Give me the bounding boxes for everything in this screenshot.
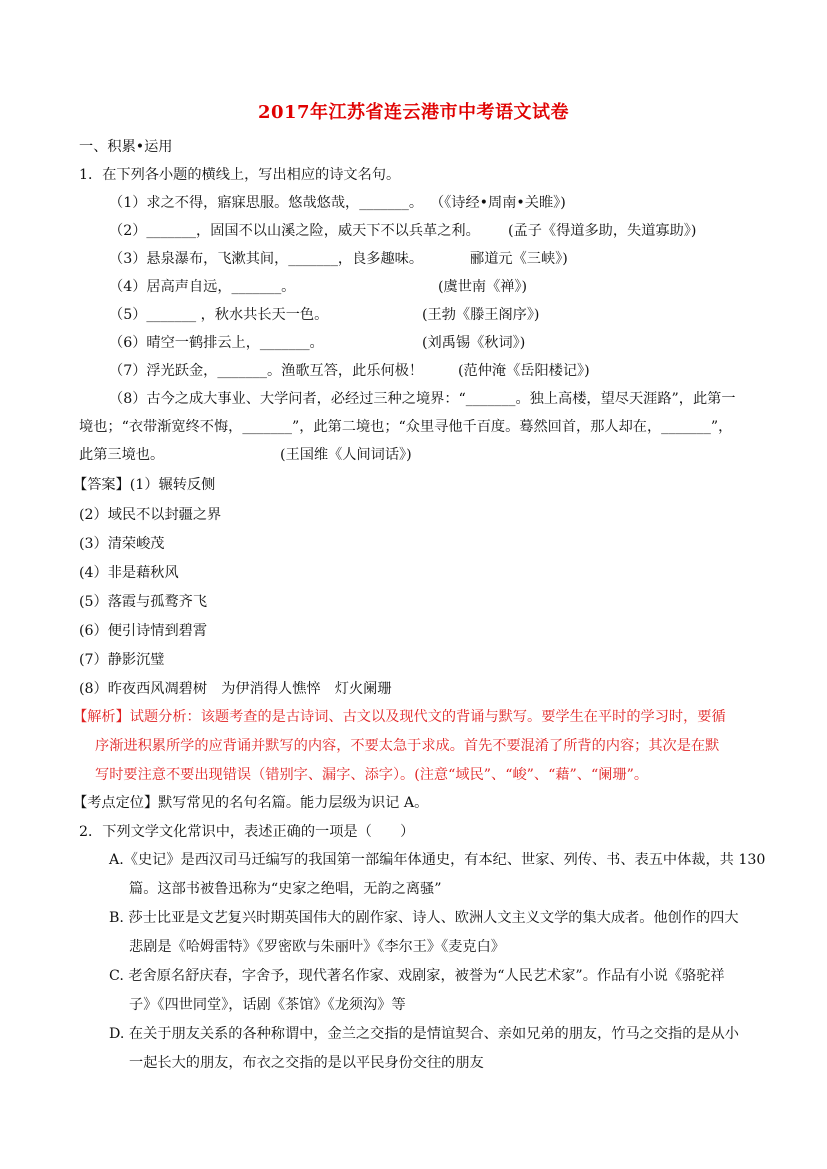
answer-line-5: (5）落霞与孤鹜齐飞 bbox=[79, 594, 208, 610]
answer-line-2: (2）域民不以封疆之界 bbox=[79, 507, 222, 523]
q1-item-4-source: (虞世南《禅》) bbox=[438, 279, 528, 295]
analysis-line-2: 序渐进积累所学的应背诵并默写的内容，不要太急于求成。首先不要混淆了所背的内容；其次是在默 bbox=[95, 738, 720, 754]
q2-option-a-line2: 篇。这部书被鲁迅称为“史家之绝唱，无韵之离骚” bbox=[129, 881, 442, 897]
q1-item-8-source: (王国维《人间词话》) bbox=[280, 447, 412, 463]
answer-line-8: (8）昨夜西风凋碧树 为伊消得人憔悴 灯火阑珊 bbox=[79, 681, 392, 697]
knowledge-point: 【考点定位】默写常见的名句名篇。能力层级为识记 A。 bbox=[73, 795, 429, 811]
q1-item-7: （7）浮光跃金，_______。渔歌互答，此乐何极！ bbox=[109, 363, 424, 379]
answer-line-6: (6）便引诗情到碧霄 bbox=[79, 623, 208, 639]
q1-item-6-source: (刘禹锡《秋词》) bbox=[422, 335, 526, 351]
q1-item-8-line2: 境也；“衣带渐宽终不悔，_______”，此第二境也；“众里寻他千百度。蓦然回首，那人却在，_______”， bbox=[79, 419, 733, 435]
question-1-stem: 1．在下列各小题的横线上，写出相应的诗文名句。 bbox=[79, 167, 401, 183]
q2-option-c-line1: C. 老舍原名舒庆春，字舍予，现代著名作家、戏剧家，被誉为“人民艺术家”。作品有小说《骆驼祥 bbox=[109, 968, 725, 984]
q1-item-4: （4）居高声自远，_______。 bbox=[109, 279, 296, 295]
section-heading: 一、积累•运用 bbox=[79, 139, 173, 155]
answer-line-3: (3）清荣峻茂 bbox=[79, 536, 165, 552]
q1-item-2-source: (孟子《得道多助，失道寡助》) bbox=[508, 223, 697, 239]
q1-item-8-line3: 此第三境也。 bbox=[79, 447, 165, 463]
q1-item-1: （1）求之不得，寤寐思服。悠哉悠哉，_______。 bbox=[109, 195, 424, 211]
q2-option-d-line2: 一起长大的朋友，布衣之交指的是以平民身份交往的朋友 bbox=[129, 1055, 484, 1071]
q1-item-1-source: （《诗经•周南•关睢》) bbox=[430, 195, 566, 211]
analysis-label: 【解析】 bbox=[73, 709, 130, 725]
q2-option-d-line1: D. 在关于朋友关系的各种称谓中，金兰之交指的是情谊契合、亲如兄弟的朋友，竹马之交指的是从小 bbox=[109, 1026, 739, 1042]
q1-item-5: （5）_______ ，秋水共长天一色。 bbox=[109, 307, 329, 323]
page-title: 2017年江苏省连云港市中考语文试卷 bbox=[257, 102, 570, 123]
analysis-text-1: 试题分析：该题考查的是古诗词、古文以及现代文的背诵与默写。要学生在平时的学习时，要循 bbox=[129, 709, 726, 725]
q1-item-3-source: 郦道元《三峡》) bbox=[470, 251, 568, 267]
question-2-stem: 2．下列文学文化常识中，表述正确的一项是（ ） bbox=[79, 824, 415, 840]
q1-item-7-source: (范仲淹《岳阳楼记》) bbox=[458, 363, 590, 379]
answer-block-first bbox=[73, 475, 215, 495]
answer-line-4: (4）非是藉秋风 bbox=[79, 565, 179, 581]
analysis-line-1 bbox=[73, 707, 726, 727]
answer-label: 【答案】 bbox=[73, 477, 130, 493]
q1-item-6: （6）晴空一鹤排云上，_______。 bbox=[109, 335, 324, 351]
answer-line-1: (1）辗转反侧 bbox=[129, 477, 216, 493]
q2-option-b-line2: 悲剧是《哈姆雷特》《罗密欧与朱丽叶》《李尔王》《麦克白》 bbox=[129, 939, 505, 955]
answer-line-7: (7）静影沉璧 bbox=[79, 652, 165, 668]
q1-item-3: （3）悬泉瀑布，飞漱其间，_______，良多趣味。 bbox=[109, 251, 424, 267]
q2-option-b-line1: B. 莎士比亚是文艺复兴时期英国伟大的剧作家、诗人、欧洲人文主义文学的集大成者。他创作的四大 bbox=[109, 910, 739, 926]
analysis-line-3: 写时要注意不要出现错误（错别字、漏字、添字）。(注意“域民”、“峻”、“藉”、“阑珊”。 bbox=[95, 767, 649, 783]
q1-item-8-line1: （8）古今之成大事业、大学问者，必经过三种之境界：“_______。独上高楼，望尽天涯路”，此第一 bbox=[109, 391, 736, 407]
q2-option-c-line2: 子》《四世同堂》，话剧《茶馆》《龙须沟》等 bbox=[129, 997, 406, 1013]
q1-item-2: （2）_______，固国不以山溪之险，威天下不以兵革之利。 bbox=[109, 223, 480, 239]
q2-option-a-line1: A.《史记》是西汉司马迁编写的我国第一部编年体通史，有本纪、世家、列传、书、表五中体裁，共 130 bbox=[109, 852, 766, 868]
q1-item-5-source: (王勃《滕王阁序》) bbox=[422, 307, 540, 323]
